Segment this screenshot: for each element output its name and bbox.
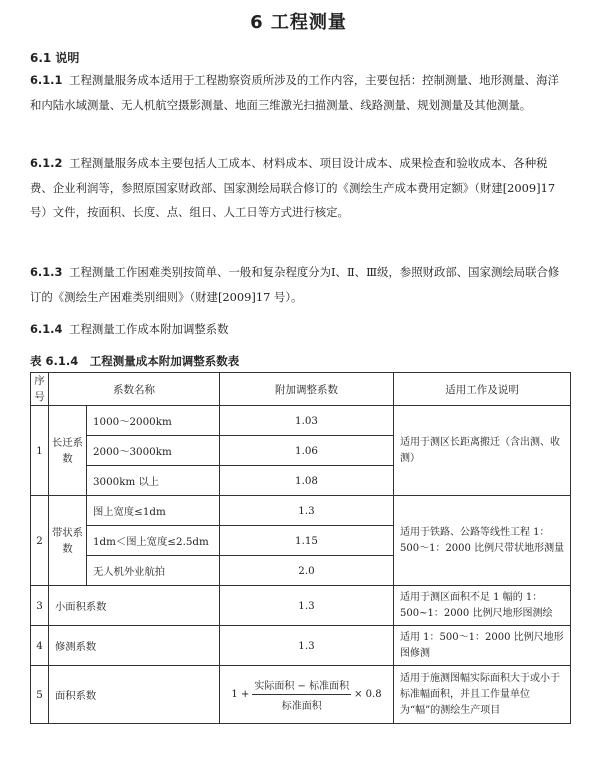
formula-prefix: 1 + bbox=[231, 689, 250, 700]
table-row bbox=[31, 586, 571, 626]
cell-note: 适用于测区面积不足 1 幅的 1：500~1：2000 比例尺地形图测绘 bbox=[394, 586, 571, 626]
cell-sub: 无人机外业航拍 bbox=[87, 556, 220, 586]
cell-sub: 图上宽度≤1dm bbox=[87, 496, 220, 526]
cell-seq: 1 bbox=[31, 406, 49, 496]
cell-note: 适用于测区长距离搬迁（含出测、收测） bbox=[394, 406, 571, 496]
paragraph-6-1-2 bbox=[30, 151, 560, 225]
formula-numerator: 实际面积 − 标准面积 bbox=[252, 677, 351, 695]
cell-note: 适用于施测图幅实际面积大于或小于标准幅面积，并且工作量单位为“幅”的测绘生产项目 bbox=[394, 666, 571, 724]
cell-formula bbox=[220, 666, 394, 724]
cell-name: 修测系数 bbox=[49, 626, 220, 666]
cell-coef: 1.15 bbox=[220, 526, 394, 556]
table-row bbox=[31, 406, 571, 436]
formula-suffix: × 0.8 bbox=[354, 689, 382, 700]
cell-coef: 1.3 bbox=[220, 586, 394, 626]
chapter-title: 6 工程测量 bbox=[250, 12, 347, 33]
cell-seq: 4 bbox=[31, 626, 49, 666]
paragraph-6-1-3 bbox=[30, 260, 560, 309]
cell-seq: 3 bbox=[31, 586, 49, 626]
cell-sub: 3000km 以上 bbox=[87, 466, 220, 496]
cell-sub: 1000～2000km bbox=[87, 406, 220, 436]
cell-name: 小面积系数 bbox=[49, 586, 220, 626]
paragraph-number: 6.1.3 bbox=[30, 265, 63, 279]
coefficient-table bbox=[30, 372, 571, 724]
table-caption: 表 6.1.4 工程测量成本附加调整系数表 bbox=[30, 354, 240, 368]
area-formula bbox=[231, 677, 381, 712]
paragraph-number: 6.1.1 bbox=[30, 73, 63, 87]
paragraph-text: 工程测量服务成本适用于工程勘察资质所涉及的工作内容，主要包括：控制测量、地形测量、海洋和内陆水域测量、无人机航空摄影测量、地面三维激光扫描测量、线路测量、规划测量及其他测量。 bbox=[30, 73, 559, 112]
cell-seq: 5 bbox=[31, 666, 49, 724]
formula-denominator: 标准面积 bbox=[281, 701, 322, 712]
cell-coef: 1.03 bbox=[220, 406, 394, 436]
cell-name: 面积系数 bbox=[49, 666, 220, 724]
paragraph-6-1-4 bbox=[30, 317, 560, 342]
paragraph-text: 工程测量服务成本主要包括人工成本、材料成本、项目设计成本、成果检查和验收成本、各种税费、企业利润等，参照原国家财政部、国家测绘局联合修订的《测绘生产成本费用定额》（财建[2009]17 号）文件，按面积、长度、点、组日、人工日等方式进行核定。 bbox=[30, 156, 556, 219]
header-seq: 序号 bbox=[31, 373, 49, 406]
header-note: 适用工作及说明 bbox=[394, 373, 571, 406]
table-row bbox=[31, 666, 571, 724]
cell-coef: 2.0 bbox=[220, 556, 394, 586]
header-coef: 附加调整系数 bbox=[220, 373, 394, 406]
cell-note: 适用于铁路、公路等线性工程 1：500～1：2000 比例尺带状地形测量 bbox=[394, 496, 571, 586]
table-row bbox=[31, 626, 571, 666]
paragraph-text: 工程测量工作困难类别按简单、一般和复杂程度分为Ⅰ、Ⅱ、Ⅲ级，参照财政部、国家测绘局联合修订的《测绘生产困难类别细则》（财建[2009]17 号）。 bbox=[30, 265, 560, 304]
cell-sub: 1dm＜图上宽度≤2.5dm bbox=[87, 526, 220, 556]
header-name: 系数名称 bbox=[49, 373, 220, 406]
paragraph-text: 工程测量工作成本附加调整系数 bbox=[69, 322, 229, 336]
cell-coef: 1.3 bbox=[220, 496, 394, 526]
paragraph-number: 6.1.4 bbox=[30, 322, 63, 336]
cell-name: 长迁系数 bbox=[49, 406, 87, 496]
paragraph-6-1-1 bbox=[30, 68, 560, 117]
paragraph-number: 6.1.2 bbox=[30, 156, 63, 170]
cell-note: 适用 1：500～1：2000 比例尺地形图修测 bbox=[394, 626, 571, 666]
cell-coef: 1.06 bbox=[220, 436, 394, 466]
table-header-row bbox=[31, 373, 571, 406]
formula-fraction bbox=[252, 677, 351, 712]
cell-sub: 2000～3000km bbox=[87, 436, 220, 466]
cell-name: 带状系数 bbox=[49, 496, 87, 586]
cell-coef: 1.08 bbox=[220, 466, 394, 496]
cell-seq: 2 bbox=[31, 496, 49, 586]
table-row bbox=[31, 496, 571, 526]
section-heading: 6.1 说明 bbox=[30, 51, 80, 65]
cell-coef: 1.3 bbox=[220, 626, 394, 666]
